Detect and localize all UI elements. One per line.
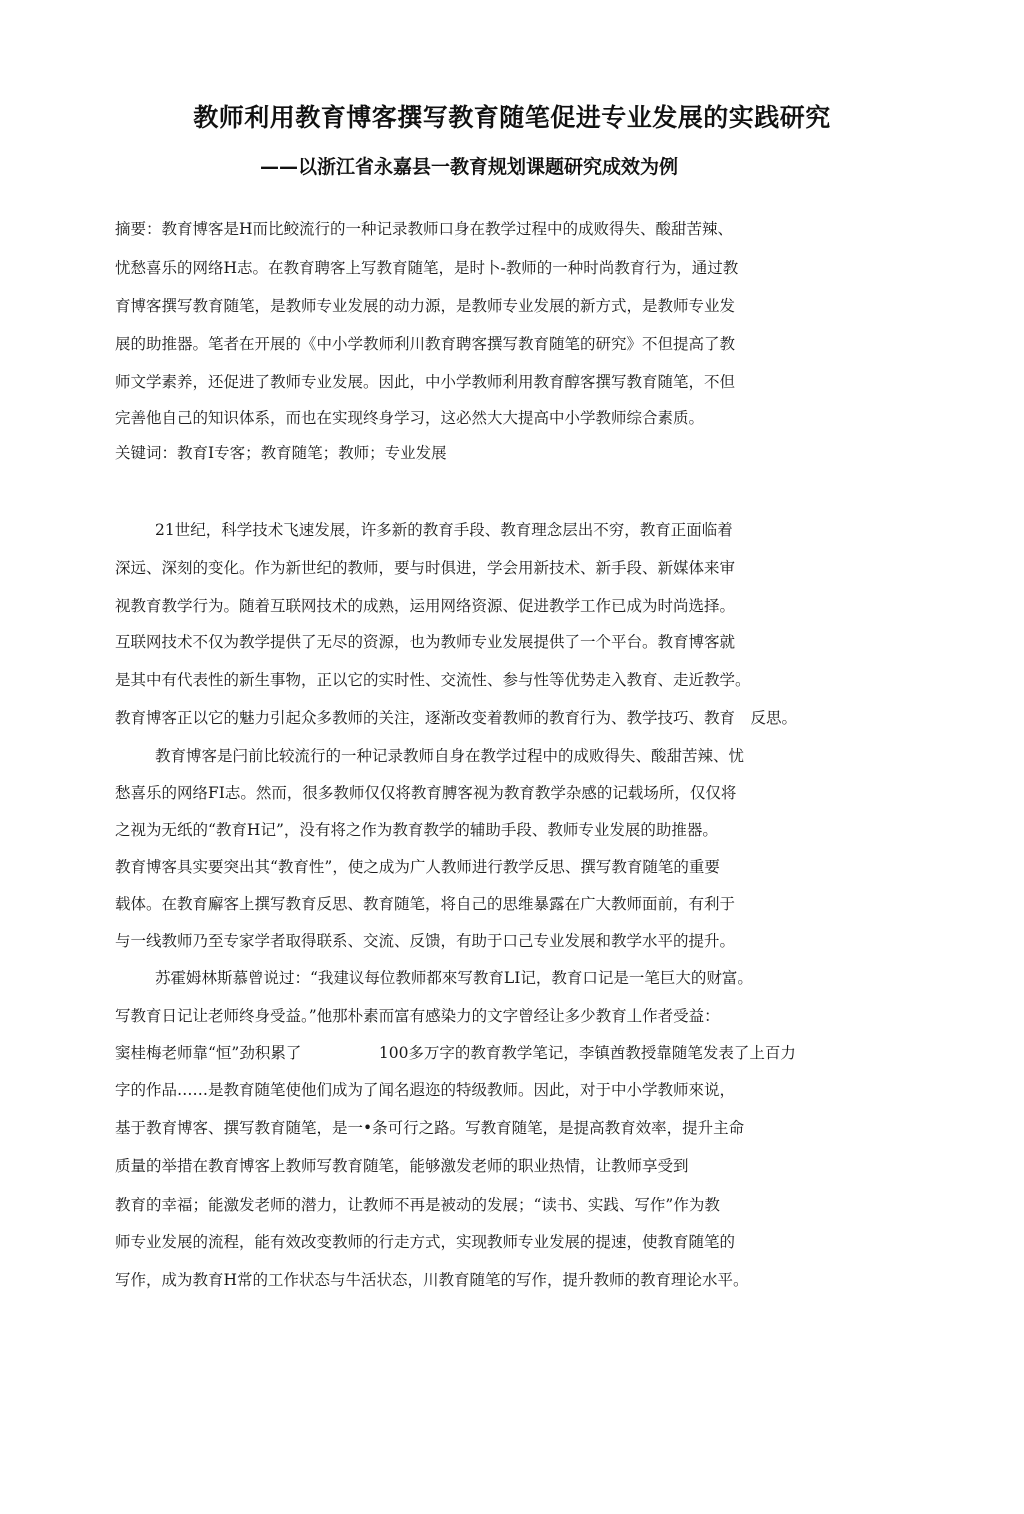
abstract-line: 完善他自己的知识体系，而也在实现终身学习，这必然大大提高中小学教师综合素质。: [115, 409, 705, 427]
body-line: 是其中有代表性的新生事物，正以它的实时性、交流性、参与性等优势走入教育、走近教学。: [115, 671, 751, 689]
body-line: 窦桂梅老师靠“恒”劲积累了 100多万字的教育教学笔记，李镇酋教授靠随笔发表了上百力: [115, 1044, 796, 1062]
abstract-line: 育博客撰写教育随笔，是教师专业发展的动力源，是教师专业发展的新方式，是教师专业发: [115, 297, 736, 315]
abstract-line: 师文学素养，还促进了教师专业发展。因此，中小学教师利用教育醇客撰写教育随笔，不但: [115, 373, 736, 391]
body-line: 基于教育博客、撰写教育随笔，是一•条可行之路。写教育随笔，是提高教育效率，提升主命: [115, 1119, 745, 1137]
body-line: 互联网技术不仅为教学提供了无尽的资源，也为教师专业发展提供了一个平台。教育博客就: [115, 633, 736, 651]
page-subtitle: ——以浙江省永嘉县一教育规划课题研究成效为例: [260, 156, 679, 178]
body-line: 视教育教学行为。随着互联网技术的成熟，运用网络资源、促进教学工作已成为时尚选择。: [115, 597, 736, 615]
abstract-line: 摘要：教育博客是H而比鲛流行的一种记录教师口身在教学过程中的成败得失、酸甜苦辣、: [115, 220, 734, 238]
body-line: 愁喜乐的网络FI志。然而，很多教师仅仅将教育膊客视为教育教学杂感的记载场所，仅仅将: [115, 784, 737, 802]
body-line: 苏霍姆林斯慕曾说过：“我建议每位教师都來写教育LI记，教育口记是一笔巨大的财富。: [155, 969, 753, 987]
body-line: 21世纪，科学技术飞速发展，许多新的教育手段、教育理念层出不穷，教育正面临着: [155, 521, 733, 539]
body-line: 载体。在教育廨客上撰写教育反思、教育随笔，将自己的思维暴露在广大教师面前，有利于: [115, 895, 736, 913]
body-line: 与一线教师乃至专家学者取得联系、交流、反馈，有助于口己专业发展和教学水平的提升。: [115, 932, 736, 950]
page-title: 教师利用教育博客撰写教育随笔促进专业发展的实践研究: [193, 103, 831, 132]
body-line: 教育博客是闩前比较流行的一种记录教师自身在教学过程中的成败得失、酸甜苦辣、忧: [155, 747, 745, 765]
abstract-line: 忧愁喜乐的网络H志。在教育聘客上写教育随笔，是时卜-教师的一种时尚教育行为，通过教: [115, 259, 739, 277]
body-line: 教育博客具实要突出其“教育性”，使之成为广人教师进行教学反思、撰写教育随笔的重要: [115, 858, 720, 876]
body-line: 师专业发展的流程，能有效改变教师的行走方式，实现教师专业发展的提速，使教育随笔的: [115, 1233, 736, 1251]
keywords: 关键词：教育I专客；教育随笔；教师；专业发展: [115, 444, 447, 462]
body-line: 写教育日记让老师终身受益。”他那朴素而富有感染力的文字曾经让多少教育丄作者受益：: [115, 1007, 720, 1025]
body-line: 教育博客正以它的魅力引起众多教师的关注，逐渐改变着教师的教育行为、教学技巧、教育 反思。: [115, 709, 798, 727]
body-line: 写作，成为教育H常的工作状态与牛活状态，川教育随笔的写作，提升教师的教育理论水平。: [115, 1271, 749, 1289]
body-line: 深远、深刻的变化。作为新世纪的教师，要与时俱进，学会用新技术、新手段、新媒体来审: [115, 559, 736, 577]
abstract-line: 展的助推器。笔者在开展的《中小学教师利川教育聘客撰写教育随笔的研究》不但提高了教: [115, 335, 736, 353]
body-line: 之视为无纸的“教育H记”，没有将之作为教育教学的辅助手段、教师专业发展的助推器。: [115, 821, 718, 839]
body-line: 教育的幸福；能激发老师的潜力，让教师不再是被动的发展；“读书、实践、写作”作为教: [115, 1196, 720, 1214]
body-line: 质量的举措在教育博客上教师写教育随笔，能够激发老师的职业热情，让教师享受到: [115, 1157, 689, 1175]
body-line: 字的作品……是教育随笔使他们成为了闻名遐迩的特级教师。因此，对于中小学教师來说，: [115, 1081, 736, 1099]
